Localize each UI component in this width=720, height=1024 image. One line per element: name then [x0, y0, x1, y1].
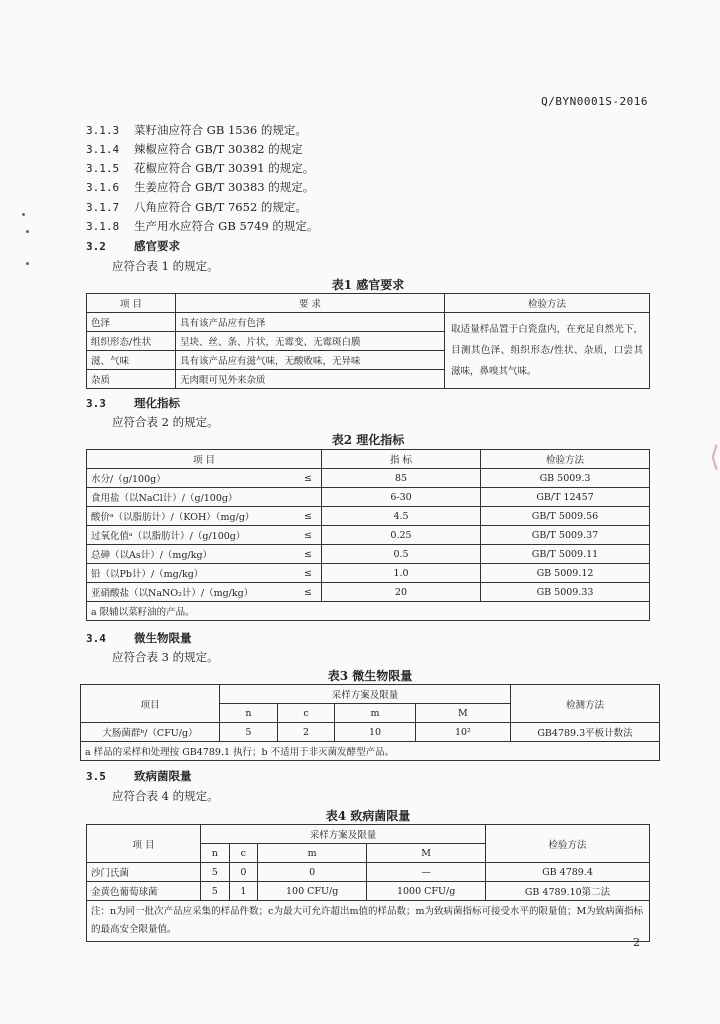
- table-pathogen: 项 目 采样方案及限量 检验方法 n c m M 沙门氏菌 5 0 0 — GB 4789.4 金黄色葡萄球菌 5 1 100 CFU/g 1000 CFU/g GB 4789.10第二法 注：n为同一批次产品应采集的样品件数；c为最大可允许超出m值的样品数；m为致病菌指标可接受水平的限量值；M为致病菌指标的最高安全限量值。: [86, 824, 650, 942]
- table-row: 食用盐（以NaCl计）/（g/100g） 6-30 GB/T 12457: [87, 488, 650, 507]
- section-text: 应符合表 1 的规定。: [112, 259, 219, 273]
- table-row: 水分/（g/100g） ≤ 85 GB 5009.3: [87, 469, 650, 488]
- table-caption: 表1 感官要求: [331, 278, 405, 292]
- table-caption: 表3 微生物限量: [327, 669, 413, 683]
- clause: 3.1.7 八角应符合 GB/T 7652 的规定。: [86, 200, 307, 214]
- method-cell: 取适量样品置于白瓷盘内，在充足自然光下，目测其色泽、组织形态/性状、杂质，口尝其滋味，鼻嗅其气味。: [445, 313, 650, 389]
- table-caption: 表4 致病菌限量: [325, 809, 411, 823]
- table-row: 杂质 无肉眼可见外来杂质: [87, 370, 650, 389]
- clause: 3.1.5 花椒应符合 GB/T 30391 的规定。: [86, 161, 315, 175]
- clause: 3.1.8 生产用水应符合 GB 5749 的规定。: [86, 219, 319, 233]
- table-row: 酸价ᵃ（以脂肪计）/（KOH）（mg/g） ≤ 4.5 GB/T 5009.56: [87, 507, 650, 526]
- table-row: 滋、气味 具有该产品应有滋气味，无酸败味，无异味: [87, 351, 650, 370]
- table-row: 过氧化值ᵃ（以脂肪计）/（g/100g） ≤ 0.25 GB/T 5009.37: [87, 526, 650, 545]
- scan-speck: [22, 213, 25, 216]
- section-heading: 3.2 感官要求: [86, 239, 180, 253]
- section-text: 应符合表 3 的规定。: [112, 650, 219, 664]
- table-row: 铅（以Pb计）/（mg/kg） ≤ 1.0 GB 5009.12: [87, 564, 650, 583]
- table-note: 注：n为同一批次产品应采集的样品件数；c为最大可允许超出m值的样品数；m为致病菌指标可接受水平的限量值；M为致病菌指标的最高安全限量值。: [87, 901, 650, 942]
- table-row: 大肠菌群ᵇ/（CFU/g） 5 2 10 10² GB4789.3平板计数法: [81, 723, 660, 742]
- table-row: 金黄色葡萄球菌 5 1 100 CFU/g 1000 CFU/g GB 4789.10第二法: [87, 882, 650, 901]
- table-caption: 表2 理化指标: [331, 433, 405, 447]
- section-heading: 3.5 致病菌限量: [86, 769, 192, 783]
- table-sensory: 项 目 要 求 检验方法 色泽 具有该产品应有色泽 取适量样品置于白瓷盘内，在充足自然光下，目测其色泽、组织形态/性状、杂质，口尝其滋味，鼻嗅其气味。 组织形态/性状 呈块、丝、条、片状，无霉变、无霉斑白膜 滋、气味 具有该产品应有滋气味，无酸败味，无异味 杂质 无肉眼可见外来杂质: [86, 293, 650, 389]
- section-heading: 3.4 微生物限量: [86, 631, 192, 645]
- table-row: 亚硝酸盐（以NaNO₂计）/（mg/kg） ≤ 20 GB 5009.33: [87, 583, 650, 602]
- stamp-edge: ⟨: [709, 440, 720, 473]
- scan-speck: [26, 230, 29, 233]
- table-note: a 样品的采样和处理按 GB4789.1 执行；b 不适用于非灭菌发酵型产品。: [81, 742, 660, 761]
- page-number: 2: [633, 936, 640, 949]
- section-heading: 3.3 理化指标: [86, 396, 180, 410]
- section-text: 应符合表 2 的规定。: [112, 415, 219, 429]
- table-microbial: 项目 采样方案及限量 检测方法 n c m M 大肠菌群ᵇ/（CFU/g） 5 2 10 10² GB4789.3平板计数法 a 样品的采样和处理按 GB4789.1 执行；b 不适用于非灭菌发酵型产品。: [80, 684, 660, 761]
- table-row: 总砷（以As计）/（mg/kg） ≤ 0.5 GB/T 5009.11: [87, 545, 650, 564]
- table-physicochemical: 项 目 指 标 检验方法 水分/（g/100g） ≤ 85 GB 5009.3 食用盐（以NaCl计）/（g/100g） 6-30 GB/T 12457 酸价ᵃ（以脂肪计）/（KOH）（mg/g） ≤ 4.5 GB/T 5009.56 过氧化值ᵃ（以脂肪计）/（g/100g） ≤ 0.25 GB/T 5009.37 总砷（以As计）/（mg/kg） ≤ 0.5 GB/T 5009.11 铅（以Pb计）/（mg/kg） ≤ 1.0 GB 5009.12 亚硝酸盐（以NaNO₂计）/（mg/kg） ≤ 20 GB 5009.33 a 限辅以菜籽油的产品。: [86, 449, 650, 621]
- table-row: 色泽 具有该产品应有色泽 取适量样品置于白瓷盘内，在充足自然光下，目测其色泽、组织形态/性状、杂质，口尝其滋味，鼻嗅其气味。: [87, 313, 650, 332]
- table-row: 沙门氏菌 5 0 0 — GB 4789.4: [87, 863, 650, 882]
- table-row: 组织形态/性状 呈块、丝、条、片状，无霉变、无霉斑白膜: [87, 332, 650, 351]
- section-text: 应符合表 4 的规定。: [112, 789, 219, 803]
- standard-code: Q/BYN0001S-2016: [541, 95, 648, 108]
- scan-speck: [26, 262, 29, 265]
- table-note: a 限辅以菜籽油的产品。: [87, 602, 650, 621]
- clause: 3.1.4 辣椒应符合 GB/T 30382 的规定: [86, 142, 303, 156]
- clause: 3.1.3 菜籽油应符合 GB 1536 的规定。: [86, 123, 307, 137]
- clause: 3.1.6 生姜应符合 GB/T 30383 的规定。: [86, 180, 315, 194]
